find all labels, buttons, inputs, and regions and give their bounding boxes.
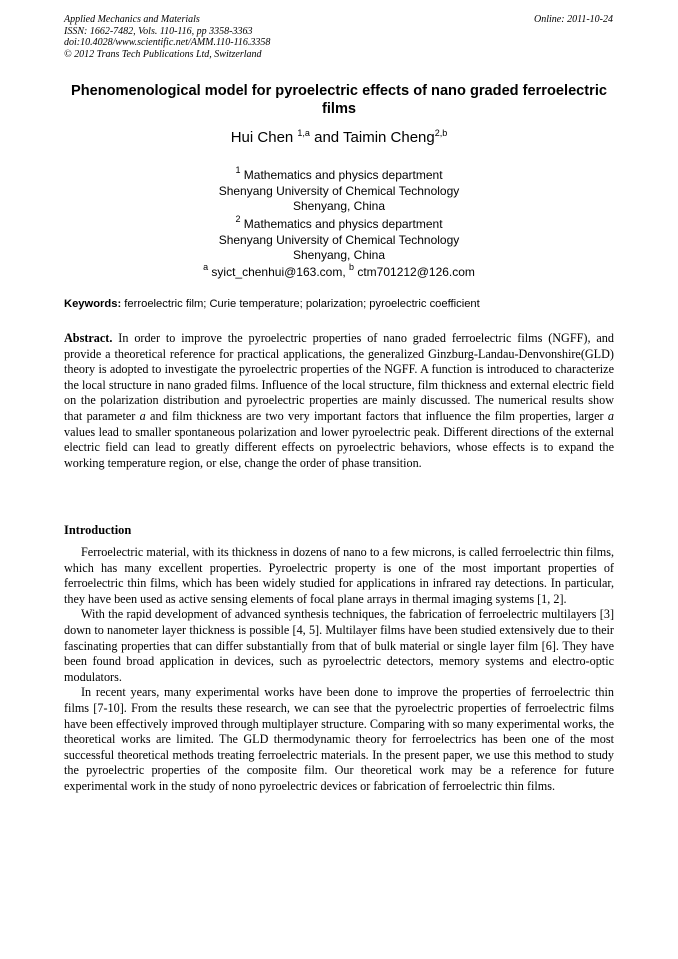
- author-2-sup: 2,b: [434, 128, 448, 138]
- intro-paragraph-2: With the rapid development of advanced synthesis techniques, the fabrication of ferroelectric multilayers [3] down to nanometer layer thickness is possible [4, 5]. Multilayer films have been studied extensively due to their fascinating properties that can differ substantially from that of bulk material or single layer film [6]. They have been found broad application in devices, such as pyroelectric detectors, memory systems and electro-optic modulators.: [64, 607, 614, 684]
- keywords-text: ferroelectric film; Curie temperature; polarization; pyroelectric coefficient: [121, 298, 480, 310]
- affiliation-2-line3: Shenyang, China: [292, 248, 386, 262]
- email-a-sup: a: [203, 262, 209, 272]
- author-2: and Taimin Cheng: [309, 129, 435, 146]
- abstract-symbol-a: a: [139, 408, 146, 423]
- journal-header: [64, 14, 270, 60]
- affiliation-1-line2: Shenyang University of Chemical Technology: [218, 183, 460, 198]
- keywords: [64, 298, 624, 310]
- author-1: Hui Chen: [230, 129, 298, 146]
- paper-title: Phenomenological model for pyroelectric effects of nano graded ferroelectric films: [70, 83, 608, 117]
- author-1-sup: 1,a: [297, 128, 310, 138]
- intro-paragraph-1: Ferroelectric material, with its thickness in dozens of nano to a few microns, is called ferroelectric thin films, which has many excellent properties. Pyroelectric property is one of the most important properties of ferroelectric thin films, which has been widely studied for applications in infrared ray detections. In particular, they have been used as active sensing elements of focal plane arrays in thermal imaging systems [1, 2].: [64, 545, 614, 606]
- affiliation-1-sup: 1: [235, 165, 241, 175]
- abstract-part-1: In order to improve the pyroelectric properties of nano graded ferroelectric films (NGFF), and provide a theoretical reference for practical applications, the generalized Ginzburg-Landau-Denvonshire(GLD) theory is adopted to investigate the pyroelectric properties of the NGFF. A function is introduced to characterize the local structure in nano graded films. Influence of the local structure, film thickness and external electric field on the polarization distribution and pyroelectric properties are mainly discussed. The numerical results show that parameter: [64, 331, 614, 423]
- introduction-heading: Introduction: [64, 523, 132, 537]
- email-b: ctm701212@126.com: [354, 265, 475, 279]
- affiliation-1-line1: Mathematics and physics department: [240, 168, 443, 182]
- issn-line: ISSN: 1662-7482, Vols. 110-116, pp 3358-3363: [64, 25, 253, 37]
- affiliation-2-line1: Mathematics and physics department: [240, 217, 443, 231]
- intro-paragraph-3: In recent years, many experimental works have been done to improve the properties of ferroelectric thin films [7-10]. From the results these research, we can see that the pyroelectric properties of ferroelectric films have been effectively improved through multiplayer structure. Comparing with so many experimental works, the theoretical works are limited. The GLD thermodynamic theory for ferroelectrics has been one of the most successful theoretical methods treating ferroelectric materials. In the present paper, we use this method to study the pyroelectric properties of the composite film. Our theoretical work may be a reference for future experimental work in the study of nono pyroelectric devices or fabrication of ferroelectric thin films.: [64, 685, 614, 793]
- abstract: [64, 331, 614, 471]
- author-line: [64, 128, 614, 146]
- abstract-part-3: values lead to smaller spontaneous polarization and lower pyroelectric peak. Different directions of the external electric field can lead to greatly different effects on pyroelectric behaviors, whose effects is to expand the working temperature region, or else, change the order of phase transition.: [64, 424, 614, 470]
- abstract-symbol-a-2: a: [607, 408, 614, 423]
- abstract-part-2: and film thickness are two very important factors that influence the film properties, larger: [145, 408, 608, 423]
- affiliation-1-line3: Shenyang, China: [292, 199, 386, 213]
- journal-name: Applied Mechanics and Materials: [64, 14, 200, 25]
- affiliation-1: [64, 163, 614, 215]
- online-date: Online: 2011-10-24: [534, 14, 613, 25]
- affiliation-2-line2: Shenyang University of Chemical Technology: [218, 232, 460, 247]
- affiliation-2-sup: 2: [235, 214, 241, 224]
- affiliation-2: [64, 212, 614, 264]
- keywords-label: Keywords:: [64, 298, 122, 310]
- abstract-label: Abstract.: [64, 331, 113, 345]
- copyright-line: © 2012 Trans Tech Publications Ltd, Switzerland: [64, 48, 262, 60]
- email-line: [64, 262, 614, 279]
- doi-line: doi:10.4028/www.scientific.net/AMM.110-116.3358: [64, 37, 271, 48]
- email-a: syict_chenhui@163.com,: [208, 265, 349, 279]
- introduction-body: [64, 545, 614, 795]
- email-b-sup: b: [349, 262, 355, 272]
